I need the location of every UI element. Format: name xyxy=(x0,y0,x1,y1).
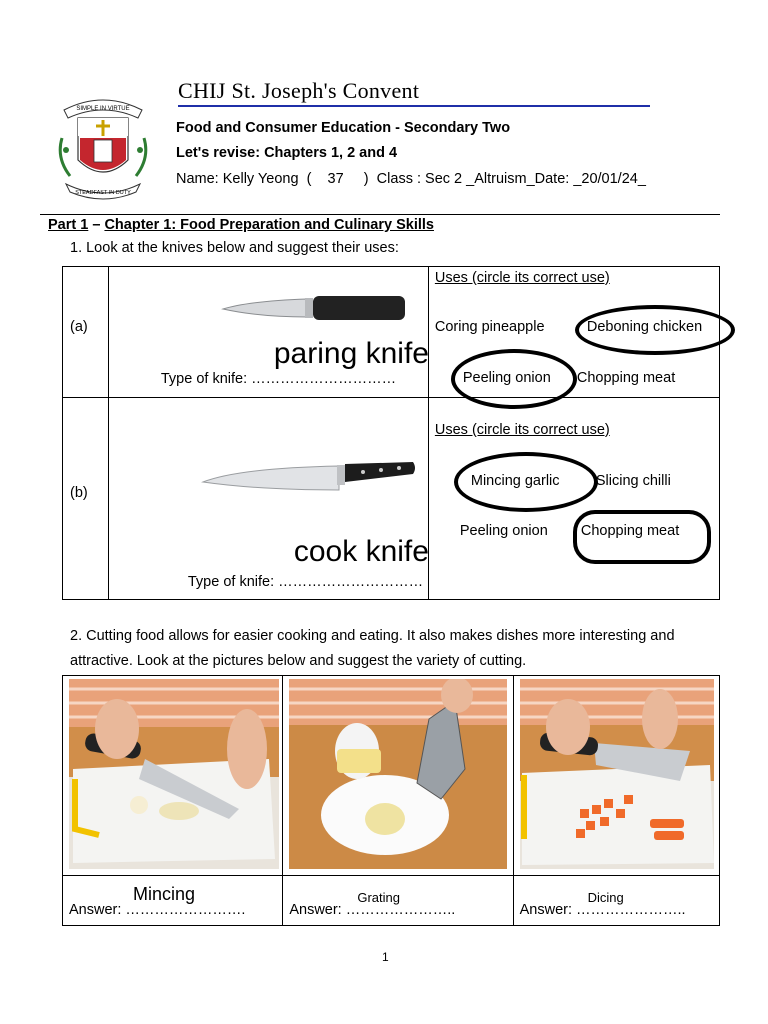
option-mincing-garlic[interactable]: Mincing garlic xyxy=(470,473,560,489)
knife-a-cell xyxy=(108,267,428,398)
subject-title: Food and Consumer Education - Secondary Two xyxy=(176,120,511,136)
circle-mark xyxy=(575,305,735,355)
student-info-line: Name: Kelly Yeong ( 37 ) Class : Sec 2 _Altruism_Date: _20/01/24_ xyxy=(176,171,646,187)
answer-label: Answer: ……………………. xyxy=(69,902,246,918)
handwritten-answer: paring knife xyxy=(273,337,429,370)
crest-motto-top: SIMPLE IN VIRTUE xyxy=(76,106,130,112)
grating-photo xyxy=(289,679,507,869)
answer-label: Answer: ………………….. xyxy=(289,902,456,918)
school-crest xyxy=(52,88,154,206)
answer-cell-3 xyxy=(513,876,719,926)
part-label: Part 1 xyxy=(48,217,89,233)
option-peeling-onion[interactable]: Peeling onion xyxy=(462,370,551,386)
title-underline xyxy=(178,105,650,107)
option-chopping-meat[interactable]: Chopping meat xyxy=(576,370,676,386)
cutting-table xyxy=(62,675,720,926)
picture-mincing-cell xyxy=(63,676,283,876)
question-1: 1. Look at the knives below and suggest their uses: xyxy=(70,240,399,256)
handwritten-answer: Dicing xyxy=(587,890,624,905)
revise-title: Let's revise: Chapters 1, 2 and 4 xyxy=(176,145,398,161)
dicing-photo xyxy=(520,679,714,869)
part-dash: – xyxy=(88,217,105,233)
uses-b-cell xyxy=(428,398,719,600)
paring-knife-image xyxy=(219,293,409,325)
chapter-label: Chapter 1: Food Preparation and Culinary Skills xyxy=(104,217,434,233)
mincing-photo xyxy=(69,679,279,869)
cook-knife-image xyxy=(199,460,419,494)
header-divider xyxy=(40,214,720,215)
row-a-label-cell xyxy=(63,267,109,398)
crest-motto-bottom: STEADFAST IN DUTY xyxy=(75,190,131,196)
picture-grating-cell xyxy=(283,676,513,876)
option-coring-pineapple[interactable]: Coring pineapple xyxy=(434,319,545,335)
handwritten-answer: cook knife xyxy=(293,535,429,568)
row-label: (a) xyxy=(70,319,88,335)
part1-heading xyxy=(48,217,434,233)
row-label: (b) xyxy=(70,485,88,501)
answer-label: Answer: ………………….. xyxy=(519,902,686,918)
answer-cell-1 xyxy=(63,876,283,926)
knife-type-label: Type of knife: ………………………… xyxy=(187,574,424,590)
circle-mark xyxy=(454,452,598,512)
uses-a-cell xyxy=(428,267,719,398)
option-peeling-onion[interactable]: Peeling onion xyxy=(459,523,548,539)
uses-title: Uses (circle its correct use) xyxy=(434,270,610,286)
uses-title: Uses (circle its correct use) xyxy=(434,422,610,438)
option-slicing-chilli[interactable]: Slicing chilli xyxy=(595,473,671,489)
option-deboning-chicken[interactable]: Deboning chicken xyxy=(586,319,703,335)
handwritten-answer: Grating xyxy=(357,890,400,905)
answer-cell-2 xyxy=(283,876,513,926)
picture-dicing-cell xyxy=(513,676,719,876)
option-chopping-meat[interactable]: Chopping meat xyxy=(580,523,680,539)
school-name: CHIJ St. Joseph's Convent xyxy=(178,78,420,103)
question-2: 2. Cutting food allows for easier cooking and eating. It also makes dishes more interesting and attractive. Look at the pictures below and suggest the variety of cutting. xyxy=(70,628,675,669)
row-b-label-cell xyxy=(63,398,109,600)
knife-b-cell xyxy=(108,398,428,600)
circle-mark xyxy=(573,510,711,564)
knife-type-label: Type of knife: ………………………… xyxy=(160,371,397,387)
handwritten-answer: Mincing xyxy=(133,884,196,904)
knives-table xyxy=(62,266,720,600)
page-number: 1 xyxy=(382,950,389,964)
